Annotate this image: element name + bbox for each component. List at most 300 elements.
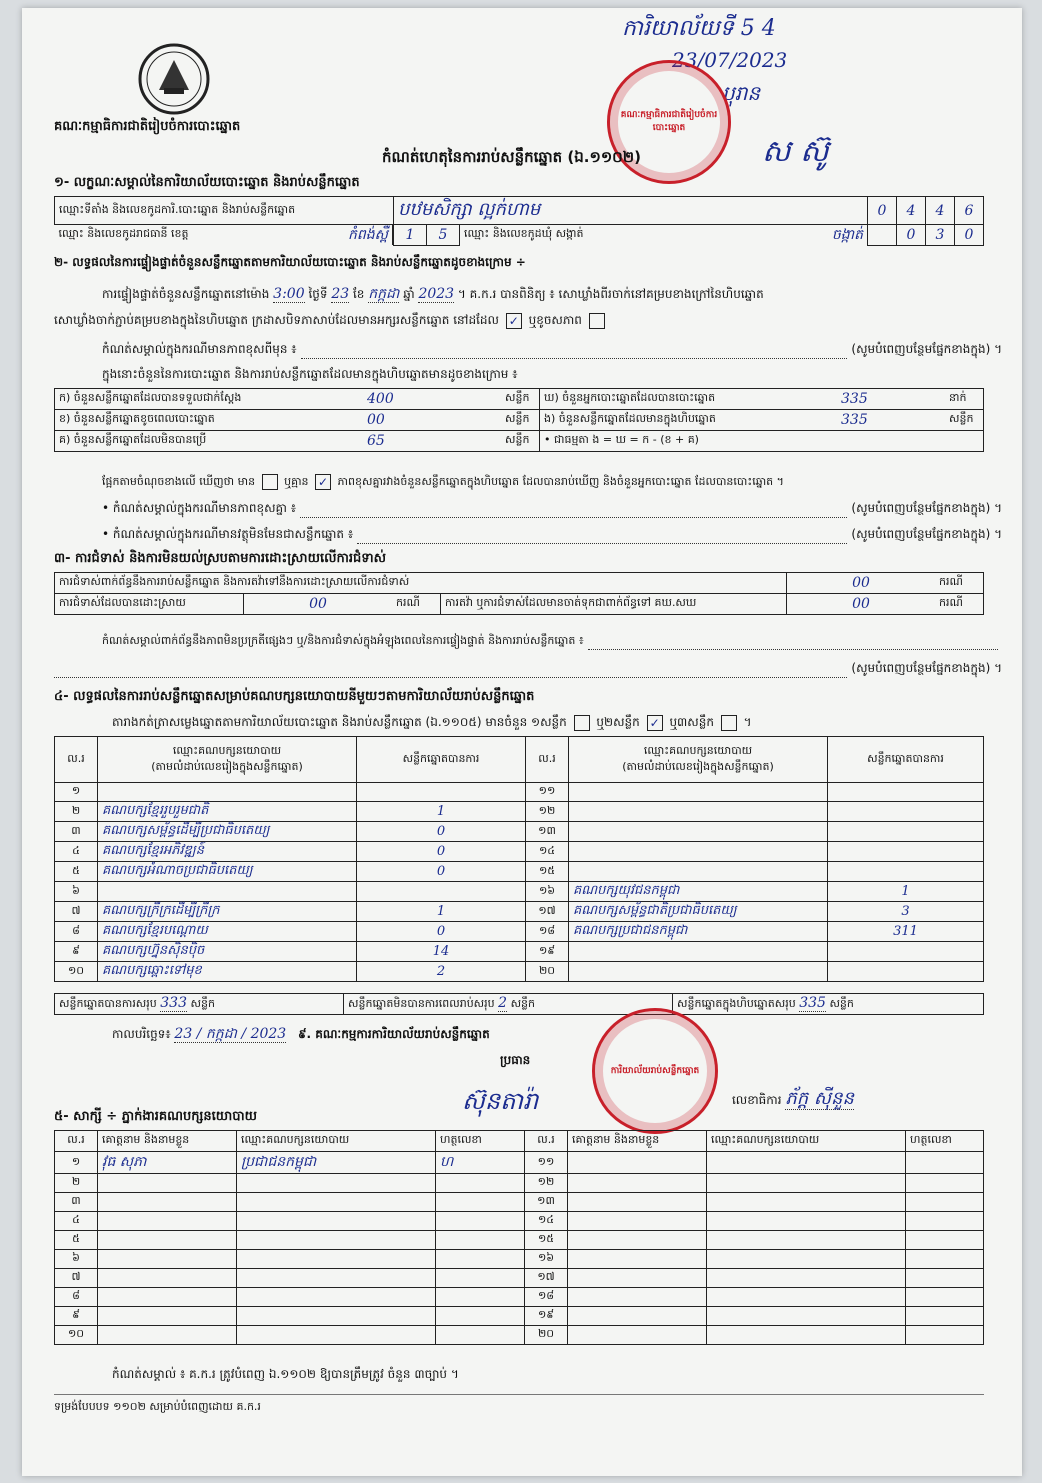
vote-count[interactable] bbox=[357, 783, 526, 802]
code-digit[interactable]: 5 bbox=[427, 225, 460, 246]
row-number: ១៤ bbox=[526, 842, 569, 862]
vote-count[interactable]: 0 bbox=[357, 842, 526, 862]
row-number: ១៨ bbox=[526, 922, 569, 942]
checkbox-3-sheets[interactable] bbox=[721, 715, 737, 731]
ballot-count-table bbox=[54, 388, 984, 452]
secretary-label: លេខាធិការ bbox=[732, 1093, 782, 1107]
row-number: ១៩ bbox=[526, 942, 569, 962]
row-number: ២ bbox=[55, 1174, 98, 1193]
org-name: គណៈកម្មាធិការជាតិរៀបចំការបោះឆ្នោត bbox=[54, 119, 241, 134]
row-number: ១២ bbox=[526, 802, 569, 822]
count-value[interactable]: 335 bbox=[837, 389, 945, 410]
col-party: ឈ្មោះគណបក្សនយោបាយ bbox=[237, 1131, 436, 1152]
party-name[interactable]: គណបក្សអំណាចប្រជាធិបតេយ្យ bbox=[98, 862, 357, 882]
table-row bbox=[55, 1152, 984, 1174]
witness-signature[interactable] bbox=[906, 1193, 984, 1212]
s4-date bbox=[112, 1024, 490, 1045]
vote-count[interactable] bbox=[828, 942, 984, 962]
count-unit: នាក់ bbox=[945, 389, 984, 410]
table-row bbox=[55, 1288, 984, 1307]
bullet1-label: • កំណត់សម្គាល់ក្នុងករណីមានភាពខុសគ្នា ៖ bbox=[102, 501, 297, 515]
vote-count[interactable]: 1 bbox=[357, 802, 526, 822]
code-digit[interactable]: 6 bbox=[955, 197, 984, 225]
witness-name[interactable] bbox=[98, 1193, 237, 1212]
official-stamp-bottom bbox=[592, 1008, 718, 1134]
checkbox-damaged[interactable] bbox=[589, 313, 605, 329]
witness-table bbox=[54, 1130, 984, 1345]
count-value[interactable]: 400 bbox=[363, 389, 501, 410]
row-number: ៥ bbox=[55, 862, 98, 882]
row-number: ១៣ bbox=[525, 1193, 568, 1212]
witness-party[interactable]: ប្រជាជនកម្ពុជា bbox=[237, 1152, 436, 1174]
row-number: ៩ bbox=[55, 1307, 98, 1326]
table-row bbox=[55, 1307, 984, 1326]
date-value[interactable]: 23 / កក្កដា / 2023 bbox=[174, 1026, 287, 1042]
witness-party[interactable] bbox=[707, 1269, 906, 1288]
party-name[interactable] bbox=[569, 942, 828, 962]
table-row bbox=[55, 962, 984, 982]
witness-signature[interactable] bbox=[906, 1152, 984, 1174]
witness-name[interactable] bbox=[98, 1307, 237, 1326]
witness-name[interactable] bbox=[98, 1269, 237, 1288]
time-value[interactable]: 3:00 bbox=[273, 286, 305, 302]
s3-note-label: កំណត់សម្គាល់ពាក់ព័ន្ធនឹងភាពមិនប្រក្រតីផ្សេងៗ ឬ/និងការជំទាស់ក្នុងអំឡុងពេលនៃការផ្ទៀងផ្ទាត់ និងការរាប់សន្លឹកឆ្នោត ៖ bbox=[102, 634, 584, 647]
witness-signature[interactable] bbox=[436, 1288, 525, 1307]
witness-signature[interactable] bbox=[906, 1231, 984, 1250]
table-row bbox=[55, 1250, 984, 1269]
count-row bbox=[55, 431, 984, 452]
witness-party[interactable] bbox=[237, 1250, 436, 1269]
total-invalid-label: សន្លឹកឆ្នោតមិនបានការពេលរាប់សរុប bbox=[348, 997, 495, 1010]
checkbox-has-diff[interactable] bbox=[262, 474, 278, 490]
witness-signature[interactable] bbox=[436, 1193, 525, 1212]
witness-signature[interactable] bbox=[436, 1212, 525, 1231]
s2-bullet1 bbox=[102, 500, 1002, 518]
row1-label: ឈ្មោះទីតាំង និងលេខកូដការិ.បោះឆ្នោត និងរាប់សន្លឹកឆ្នោត bbox=[55, 197, 394, 225]
s5-note: កំណត់សម្គាល់ ៖ គ.ក.រ ត្រូវបំពេញ ឯ.១១០២ ឱ្យបានត្រឹមត្រូវ ចំនួន ៣ច្បាប់ ។ bbox=[112, 1367, 459, 1381]
witness-party[interactable] bbox=[707, 1307, 906, 1326]
count-value[interactable]: 335 bbox=[837, 410, 945, 431]
col-party-title: ឈ្មោះគណបក្សនយោបាយ bbox=[643, 743, 753, 757]
total-invalid bbox=[344, 994, 673, 1015]
party-name[interactable]: គណបក្សខ្មែរអភិវឌ្ឍន៍ bbox=[98, 842, 357, 862]
stamp-text: ការិយាល័យរាប់សន្លឹកឆ្នោត bbox=[610, 1065, 700, 1076]
party-name[interactable]: គណបក្សសម្ព័ន្ធជាតិប្រជាធិបតេយ្យ bbox=[569, 902, 828, 922]
row1-value[interactable]: បឋមសិក្សា ល្អក់ហាម bbox=[394, 197, 868, 225]
witness-party[interactable] bbox=[707, 1326, 906, 1345]
table-row bbox=[55, 922, 984, 942]
total-box bbox=[673, 994, 984, 1015]
row-number: ៣ bbox=[55, 1193, 98, 1212]
row-number: ៨ bbox=[55, 1288, 98, 1307]
party-name[interactable] bbox=[569, 802, 828, 822]
row-number: ១ bbox=[55, 1152, 98, 1174]
col-signature: ហត្ថលេខា bbox=[436, 1131, 525, 1152]
col-party-title: ឈ្មោះគណបក្សនយោបាយ bbox=[172, 743, 282, 757]
row-number: ២០ bbox=[526, 962, 569, 982]
vote-count[interactable]: 0 bbox=[357, 822, 526, 842]
complaint-label: ការជំទាស់ពាក់ព័ន្ធនឹងការរាប់សន្លឹកឆ្នោត និងការតវ៉ាទៅនឹងការដោះស្រាយលើការជំទាស់ bbox=[55, 573, 787, 594]
witness-party[interactable] bbox=[707, 1231, 906, 1250]
party-name[interactable] bbox=[98, 783, 357, 802]
vote-count[interactable]: 3 bbox=[828, 902, 984, 922]
s2-line2-text: សោឃ្លាំងចាក់ភ្ជាប់គម្របខាងក្នុងនៃហិបឆ្នោត ក្រដាសបិទភាសាប់ដែលមានអក្សរសន្លឹកឆ្នោត នៅដដែល bbox=[54, 313, 499, 327]
section-5-title: ៥- សាក្សី ÷ ភ្នាក់ងារគណបក្សនយោបាយ bbox=[54, 1109, 257, 1124]
row-number: ៥ bbox=[55, 1231, 98, 1250]
witness-party[interactable] bbox=[707, 1174, 906, 1193]
top-sign2: ស ស៊ូ bbox=[762, 134, 829, 169]
row-number: ៤ bbox=[55, 1212, 98, 1231]
code-digit[interactable]: 3 bbox=[926, 225, 955, 246]
s4-intro3-text: ឬ៣សន្លឹក bbox=[669, 715, 714, 729]
witness-name[interactable] bbox=[98, 1288, 237, 1307]
code-digit[interactable]: 0 bbox=[868, 197, 897, 225]
nec-logo-icon bbox=[134, 42, 214, 116]
vote-count[interactable] bbox=[828, 962, 984, 982]
witness-signature[interactable] bbox=[906, 1174, 984, 1193]
party-name[interactable] bbox=[569, 962, 828, 982]
complaint-value[interactable]: 00 bbox=[787, 573, 936, 594]
witness-name[interactable] bbox=[568, 1231, 707, 1250]
s2-line2 bbox=[54, 312, 608, 330]
witness-name[interactable] bbox=[568, 1269, 707, 1288]
witness-name[interactable] bbox=[568, 1307, 707, 1326]
table-row bbox=[55, 1174, 984, 1193]
party-name[interactable]: គណបក្សហ្វ៊ុនស៊ិនប៉ិច bbox=[98, 942, 357, 962]
resolved-value[interactable]: 00 bbox=[244, 594, 393, 615]
witness-signature[interactable] bbox=[906, 1307, 984, 1326]
section-1-table bbox=[54, 196, 984, 246]
total-box-label: សន្លឹកឆ្នោតក្នុងហិបឆ្នោតសរុប bbox=[677, 997, 796, 1010]
s3-note bbox=[102, 634, 1002, 650]
day-value[interactable]: 23 bbox=[331, 286, 350, 302]
total-valid-value[interactable]: 333 bbox=[160, 995, 187, 1011]
col-party: ឈ្មោះគណបក្សនយោបាយ bbox=[707, 1131, 906, 1152]
row-number: ៩ bbox=[55, 942, 98, 962]
row-number: ១៧ bbox=[526, 902, 569, 922]
count-unit: សន្លឹក bbox=[501, 389, 540, 410]
table-row bbox=[55, 1269, 984, 1288]
day-label: ថ្ងៃទី bbox=[308, 287, 328, 301]
row-number: ១៥ bbox=[526, 862, 569, 882]
witness-name[interactable] bbox=[98, 1231, 237, 1250]
party-name[interactable]: គណបក្សយុវជនកម្ពុជា bbox=[569, 882, 828, 902]
table-row bbox=[55, 1326, 984, 1345]
bullet1-line[interactable] bbox=[300, 500, 847, 518]
bullet2-label: • កំណត់សម្គាល់ក្នុងករណីមានវត្ថុមិនមែនជាសន្លឹកឆ្នោត ៖ bbox=[102, 527, 354, 541]
month-value[interactable]: កក្កដា bbox=[368, 286, 400, 302]
witness-name[interactable] bbox=[98, 1326, 237, 1345]
party-name[interactable]: គណបក្សប្រជាជនកម្ពុជា bbox=[569, 922, 828, 942]
witness-signature[interactable] bbox=[436, 1174, 525, 1193]
witness-party[interactable] bbox=[707, 1250, 906, 1269]
note1-label: កំណត់សម្គាល់ក្នុងករណីមានភាពខុសពីមុន ៖ bbox=[102, 342, 297, 356]
total-valid-label: សន្លឹកឆ្នោតបានការសរុប bbox=[59, 997, 157, 1010]
s2-line4 bbox=[102, 474, 1002, 491]
party-name[interactable] bbox=[98, 882, 357, 902]
witness-signature[interactable] bbox=[906, 1326, 984, 1345]
vote-count[interactable]: 2 bbox=[357, 962, 526, 982]
footer-divider bbox=[54, 1394, 984, 1395]
col-signature: ហត្ថលេខា bbox=[906, 1131, 984, 1152]
row-number: ៦ bbox=[55, 882, 98, 902]
witness-name[interactable] bbox=[568, 1326, 707, 1345]
party-name[interactable]: គណបក្សសម្ព័ន្ធដើម្បីប្រជាធិបតេយ្យ bbox=[98, 822, 357, 842]
witness-name[interactable] bbox=[568, 1212, 707, 1231]
checkbox-1-sheet[interactable] bbox=[574, 715, 590, 731]
results-table bbox=[54, 736, 984, 982]
witness-party[interactable] bbox=[237, 1174, 436, 1193]
count-label: ង) ចំនួនសន្លឹកឆ្នោតដែលមានក្នុងហិបឆ្នោត bbox=[540, 410, 838, 431]
s4-intro2-text: ឬ២សន្លឹក bbox=[596, 715, 640, 729]
witness-name[interactable] bbox=[98, 1174, 237, 1193]
row-number: ៦ bbox=[55, 1250, 98, 1269]
witness-name[interactable] bbox=[568, 1250, 707, 1269]
escalated-label: ការតវ៉ា ឬការជំទាស់ដែលមានចាត់ទុកជាពាក់ព័ន្ធទៅ គឃ.សឃ bbox=[441, 594, 787, 615]
party-name[interactable]: គណបក្សខ្មែរបណ្ដោយ bbox=[98, 922, 357, 942]
table-row bbox=[55, 802, 984, 822]
code-digit[interactable]: 1 bbox=[394, 225, 427, 246]
count-label: ខ) ចំនួនសន្លឹកឆ្នោតខូចពេលបោះឆ្នោត bbox=[55, 410, 364, 431]
witness-name[interactable] bbox=[98, 1212, 237, 1231]
witness-party[interactable] bbox=[237, 1326, 436, 1345]
vote-count[interactable]: 0 bbox=[357, 862, 526, 882]
party-name[interactable] bbox=[569, 822, 828, 842]
row-number: ១៣ bbox=[526, 822, 569, 842]
s3-note-line[interactable] bbox=[588, 634, 998, 650]
party-name[interactable]: គណបក្សខ្មែររួបរួមជាតិ bbox=[98, 802, 357, 822]
row-number: ១០ bbox=[55, 1326, 98, 1345]
committee-label: ៩. គណៈកម្មការការិយាល័យរាប់សន្លឹកឆ្នោត bbox=[298, 1027, 490, 1041]
col-name: គោត្តនាម និងនាមខ្លួន bbox=[98, 1131, 237, 1152]
checkbox-no-diff[interactable]: ✓ bbox=[315, 474, 331, 490]
total-valid bbox=[55, 994, 344, 1015]
count-value[interactable]: 00 bbox=[363, 410, 501, 431]
year-label: ឆ្នាំ bbox=[403, 287, 415, 301]
row-number: ៨ bbox=[55, 922, 98, 942]
section-1-title: ១- លក្ខណៈសម្គាល់នៃការិយាល័យបោះឆ្នោត និងរាប់សន្លឹកឆ្នោត bbox=[54, 175, 360, 190]
table-row bbox=[55, 1193, 984, 1212]
table-row bbox=[55, 822, 984, 842]
row-number: ១១ bbox=[526, 783, 569, 802]
vote-count[interactable]: 311 bbox=[828, 922, 984, 942]
witness-signature[interactable] bbox=[906, 1250, 984, 1269]
vote-count[interactable] bbox=[828, 822, 984, 842]
escalated-value[interactable]: 00 bbox=[787, 594, 936, 615]
year-value[interactable]: 2023 bbox=[418, 286, 455, 302]
row-number: ១៥ bbox=[525, 1231, 568, 1250]
witness-name[interactable] bbox=[568, 1193, 707, 1212]
count-row bbox=[55, 389, 984, 410]
checkbox-same[interactable]: ✓ bbox=[506, 313, 522, 329]
row-number: ១១ bbox=[525, 1152, 568, 1174]
col-no: ល.រ bbox=[55, 737, 98, 783]
witness-party[interactable] bbox=[237, 1193, 436, 1212]
line4c-text: ភាពខុសគ្នារវាងចំនួនសន្លឹកឆ្នោតក្នុងហិបឆ្នោត ដែលបានរាប់ឃើញ និងចំនួនអ្នកបោះឆ្នោត ដែលបានបោះឆ្នោត ។ bbox=[337, 475, 784, 488]
s3-note-line-2[interactable] bbox=[54, 660, 847, 678]
date-label: កាលបរិច្ឆេទ៖ bbox=[112, 1027, 171, 1041]
witness-party[interactable] bbox=[237, 1307, 436, 1326]
row-number: ២ bbox=[55, 802, 98, 822]
witness-signature[interactable] bbox=[436, 1326, 525, 1345]
totals-table bbox=[54, 993, 984, 1015]
col-party-sub: (តាមលំដាប់លេខរៀងក្នុងសន្លឹកឆ្នោត) bbox=[622, 759, 774, 773]
formula-label: • ជាធម្មតា ង = ឃ = ក - (ខ + គ) bbox=[540, 431, 984, 452]
s2-line3: ក្នុងនោះចំនួននៃការបោះឆ្នោត និងការរាប់សន្លឹកឆ្នោតដែលមានក្នុងហិបឆ្នោតមានដូចខាងក្រោម ៖ bbox=[102, 367, 518, 381]
chair-label: ប្រធាន bbox=[500, 1053, 531, 1067]
party-name[interactable]: គណបក្សក្រីក្រដើម្បីក្រីក្រ bbox=[98, 902, 357, 922]
count-value[interactable]: 65 bbox=[363, 431, 501, 452]
unit: សន្លឹក bbox=[190, 997, 215, 1010]
witness-party[interactable] bbox=[237, 1231, 436, 1250]
col-no: ល.រ bbox=[526, 737, 569, 783]
row-number: ១៦ bbox=[525, 1250, 568, 1269]
fill-hint: (សូមបំពេញបន្ថែមផ្នែកខាងក្នុង) ។ bbox=[851, 661, 1002, 675]
count-label: គ) ចំនួនសន្លឹកឆ្នោតដែលមិនបានប្រើ bbox=[55, 431, 364, 452]
complaints-table bbox=[54, 572, 984, 615]
row2-value2[interactable]: ចង្កាត់ bbox=[831, 226, 863, 243]
secretary-signature[interactable]: ភ័ក្ត ស៊ីនួន bbox=[785, 1088, 854, 1109]
checkbox-2-sheets[interactable]: ✓ bbox=[647, 715, 663, 731]
unit: សន្លឹក bbox=[510, 997, 536, 1010]
row-number: ១៩ bbox=[525, 1307, 568, 1326]
row-number: ១២ bbox=[525, 1174, 568, 1193]
row-number: ៤ bbox=[55, 842, 98, 862]
party-name[interactable] bbox=[569, 862, 828, 882]
note1-line[interactable] bbox=[301, 341, 848, 359]
s2-line1 bbox=[102, 284, 992, 305]
vote-count[interactable] bbox=[828, 783, 984, 802]
count-unit: សន្លឹក bbox=[945, 410, 984, 431]
vote-count[interactable] bbox=[828, 842, 984, 862]
witness-signature[interactable] bbox=[436, 1269, 525, 1288]
col-votes: សន្លឹកឆ្នោតបានការ bbox=[357, 737, 526, 783]
party-name[interactable] bbox=[569, 783, 828, 802]
vote-count[interactable] bbox=[357, 882, 526, 902]
opt-damaged-label: ឬខូចសភាព bbox=[528, 313, 582, 327]
table-row bbox=[55, 1231, 984, 1250]
count-unit: សន្លឹក bbox=[501, 431, 540, 452]
witness-name[interactable] bbox=[568, 1152, 707, 1174]
row2-label: ឈ្មោះ និងលេខកូដរាជធានី ខេត្ត bbox=[58, 227, 189, 240]
code-digit[interactable]: 0 bbox=[897, 225, 926, 246]
footer-text: ទម្រង់បែបបទ ១១០២ សម្រាប់បំពេញដោយ គ.ក.រ bbox=[54, 1400, 261, 1413]
s4-intro: តារាងកត់ត្រាសម្លេងឆ្នោតតាមការិយាល័យបោះឆ្នោត និងរាប់សន្លឹកឆ្នោត (ឯ.១១០៥) មានចំនួន ១សន្លឹក ឬ២សន្លឹក ✓ ឬ៣សន្លឹក ។ bbox=[112, 715, 752, 730]
complaint-unit: ករណី bbox=[935, 573, 984, 594]
s2-note1 bbox=[102, 341, 1002, 359]
section-3-title: ៣- ការជំទាស់ និងការមិនយល់ស្របតាមការដោះស្រាយលើការជំទាស់ bbox=[54, 551, 386, 566]
row2-label2: ឈ្មោះ និងលេខកូដឃុំ សង្កាត់ bbox=[464, 227, 584, 240]
code-digit[interactable]: 4 bbox=[926, 197, 955, 225]
escalated-unit: ករណី bbox=[935, 594, 984, 615]
witness-party[interactable] bbox=[237, 1269, 436, 1288]
table-row bbox=[55, 942, 984, 962]
row-number: ១៨ bbox=[525, 1288, 568, 1307]
witness-party[interactable] bbox=[707, 1288, 906, 1307]
count-label: ឃ) ចំនួនអ្នកបោះឆ្នោតដែលបានបោះឆ្នោត bbox=[540, 389, 838, 410]
section-2-title: ២- លទ្ធផលនៃការផ្ទៀងផ្ទាត់ចំនួនសន្លឹកឆ្នោតតាមការិយាល័យបោះឆ្នោត និងរាប់សន្លឹកឆ្នោតដូចខាងក្រោម ÷ bbox=[54, 255, 526, 269]
count-unit: សន្លឹក bbox=[501, 410, 540, 431]
witness-signature[interactable] bbox=[906, 1212, 984, 1231]
secretary-block bbox=[732, 1086, 854, 1113]
top-date: 23/07/2023 bbox=[672, 48, 788, 72]
bullet2-line[interactable] bbox=[357, 526, 847, 544]
col-name: គោត្តនាម និងនាមខ្លួន bbox=[568, 1131, 707, 1152]
chair-signature[interactable]: ស៊ុនតារ៉ា bbox=[462, 1087, 539, 1115]
witness-party[interactable] bbox=[707, 1152, 906, 1174]
witness-party[interactable] bbox=[707, 1193, 906, 1212]
witness-name[interactable] bbox=[568, 1288, 707, 1307]
s3-note-line2 bbox=[54, 660, 1002, 678]
s4-intro-text: តារាងកត់ត្រាសម្លេងឆ្នោតតាមការិយាល័យបោះឆ្នោត និងរាប់សន្លឹកឆ្នោត (ឯ.១១០៥) មានចំនួន ១សន្លឹក bbox=[112, 715, 567, 729]
row-number: ១០ bbox=[55, 962, 98, 982]
total-invalid-value[interactable]: 2 bbox=[498, 995, 508, 1011]
top-sign1: បុរាន bbox=[722, 81, 761, 105]
col-no: ល.រ bbox=[55, 1131, 98, 1152]
witness-signature[interactable] bbox=[436, 1231, 525, 1250]
page-title: កំណត់ហេតុនៃការរាប់សន្លឹកឆ្នោត (ឯ.១១០២) bbox=[382, 148, 642, 166]
table-row bbox=[55, 1212, 984, 1231]
row-number: ១៧ bbox=[525, 1269, 568, 1288]
s2-bullet2 bbox=[102, 526, 1002, 544]
vote-count[interactable] bbox=[828, 802, 984, 822]
top-annotation: ការិយាល័យទី 5 4 bbox=[622, 16, 776, 41]
total-box-value[interactable]: 335 bbox=[799, 995, 826, 1011]
vote-count[interactable]: 14 bbox=[357, 942, 526, 962]
witness-signature[interactable] bbox=[436, 1307, 525, 1326]
fill-hint: (សូមបំពេញបន្ថែមផ្នែកខាងក្នុង) ។ bbox=[851, 527, 1002, 541]
col-party-sub: (តាមលំដាប់លេខរៀងក្នុងសន្លឹកឆ្នោត) bbox=[151, 759, 303, 773]
witness-party[interactable] bbox=[237, 1212, 436, 1231]
witness-party[interactable] bbox=[707, 1212, 906, 1231]
table-row bbox=[55, 842, 984, 862]
count-label: ក) ចំនួនសន្លឹកឆ្នោតដែលបានទទួលជាក់ស្តែង bbox=[55, 389, 364, 410]
witness-party[interactable] bbox=[237, 1288, 436, 1307]
fill-hint: (សូមបំពេញបន្ថែមផ្នែកខាងក្នុង) ។ bbox=[851, 501, 1002, 515]
line4-text: ផ្អែកតាមចំណុចខាងលើ ឃើញថា មាន bbox=[102, 475, 256, 488]
row-number: ១ bbox=[55, 783, 98, 802]
witness-signature[interactable] bbox=[906, 1288, 984, 1307]
s2-line1-text: ការផ្ទៀងផ្ទាត់ចំនួនសន្លឹកឆ្នោតនៅម៉ោង bbox=[102, 287, 270, 301]
s2-line1b: ។ គ.ក.រ បានពិនិត្យ ៖ សោឃ្លាំងពីរចាក់នៅគម្របខាងក្រៅនៃហិបឆ្នោត bbox=[457, 287, 764, 301]
row-number: ៧ bbox=[55, 1269, 98, 1288]
col-no: ល.រ bbox=[525, 1131, 568, 1152]
vote-count[interactable] bbox=[828, 862, 984, 882]
vote-count[interactable]: 1 bbox=[828, 882, 984, 902]
witness-signature[interactable]: ហ bbox=[436, 1152, 525, 1174]
unit: សន្លឹក bbox=[829, 997, 854, 1010]
code-digit[interactable]: 0 bbox=[955, 225, 984, 246]
vote-count[interactable]: 1 bbox=[357, 902, 526, 922]
witness-name[interactable] bbox=[568, 1174, 707, 1193]
code-digit[interactable]: 4 bbox=[897, 197, 926, 225]
row-number: ១៤ bbox=[525, 1212, 568, 1231]
witness-signature[interactable] bbox=[906, 1269, 984, 1288]
col-votes: សន្លឹកឆ្នោតបានការ bbox=[828, 737, 984, 783]
section-4-title: ៤- លទ្ធផលនៃការរាប់សន្លឹកឆ្នោតសម្រាប់គណបក្សនយោបាយនីមួយៗតាមការិយាល័យរាប់សន្លឹកឆ្នោត bbox=[54, 689, 535, 704]
vote-count[interactable]: 0 bbox=[357, 922, 526, 942]
party-name[interactable] bbox=[569, 842, 828, 862]
witness-signature[interactable] bbox=[436, 1250, 525, 1269]
row2-value[interactable]: កំពង់ស្ពឺ bbox=[348, 226, 388, 243]
stamp-text: គណៈកម្មាធិការជាតិរៀបចំការបោះឆ្នោត bbox=[620, 110, 718, 133]
witness-name[interactable] bbox=[98, 1250, 237, 1269]
witness-name[interactable]: វុធ សុភា bbox=[98, 1152, 237, 1174]
table-row bbox=[55, 862, 984, 882]
party-name[interactable]: គណបក្សឆ្ពោះទៅមុខ bbox=[98, 962, 357, 982]
count-row bbox=[55, 410, 984, 431]
document-sheet bbox=[22, 8, 1022, 1476]
